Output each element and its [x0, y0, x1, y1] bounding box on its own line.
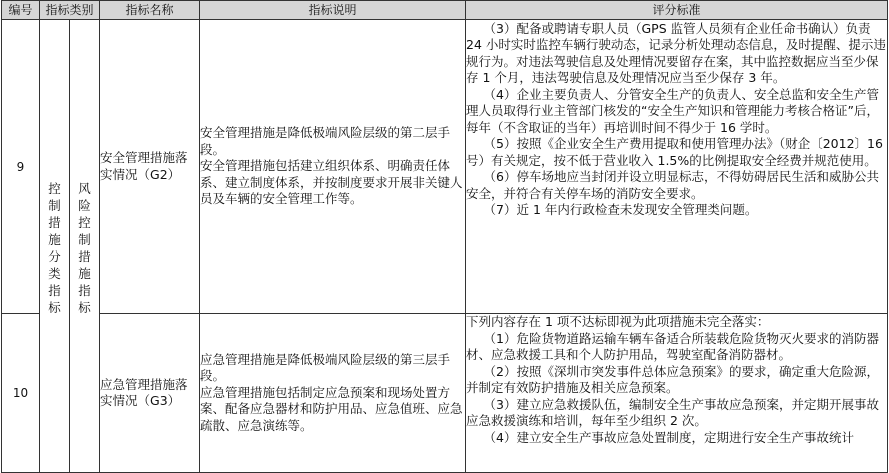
criteria-item: （7）近 1 年内行政检查未发现安全管理类问题。 — [483, 202, 758, 217]
row-number: 10 — [2, 314, 40, 473]
criteria-cell — [466, 314, 888, 473]
header-number: 编号 — [2, 1, 40, 20]
criteria-item: （4）建立安全生产事故应急处置制度，定期进行安全生产事故统计 — [483, 429, 854, 445]
header-description: 指标说明 — [200, 1, 466, 20]
criteria-item: （3）建立应急救援队伍，编制安全生产事故应急预案，并定期开展事故应急救援演练和培训，每年至少组织 2 次。 — [466, 396, 879, 428]
row-number: 9 — [2, 20, 40, 314]
criteria-item: （1）危险货物道路运输车辆车备适合所装载危险货物灭火要求的消防器材、应急救援工具和个人防护用品，驾驶室配备消防器材。 — [466, 330, 879, 362]
indicator-name: 应急管理措施落实情况（G3） — [100, 314, 200, 473]
criteria-item: （3）配备或聘请专职人员（GPS 监管人员须有企业任命书确认）负责 24 小时实时监控车辆行驶动态，记录分析处理动态信息，及时提醒、提示违规行为。对违法驾驶信息及处理情况要留存在案，其中监控数据应当至少保存 1 个月，违法驾驶信息及处理情况应当至少保存 3 年。 — [466, 20, 886, 85]
indicator-name: 安全管理措施落实情况（G2） — [100, 20, 200, 314]
table-row — [2, 20, 888, 314]
category-control-measures: 控制措施分类指标 — [40, 20, 70, 473]
header-criteria: 评分标准 — [466, 1, 888, 20]
indicator-description: 安全管理措施是降低极端风险层级的第二层手段。 安全管理措施包括建立组织体系、明确责任体系、建立制度体系，并按制度要求开展非关键人员及车辆的安全管理工作等。 — [200, 20, 466, 314]
indicator-table — [1, 0, 888, 473]
category-risk-control: 风险控制措施指标 — [70, 20, 100, 473]
criteria-item: （4）企业主要负责人、分管安全生产的负责人、安全总监和安全生产管理人员取得行业主管部门核发的“安全生产知识和管理能力考核合格证”后，每年（不含取证的当年）再培训时间不得少于 16 学时。 — [466, 86, 879, 135]
criteria-cell — [466, 20, 888, 314]
table-row — [2, 314, 888, 473]
header-category: 指标类别 — [40, 1, 100, 20]
criteria-item: （5）按照《企业安全生产费用提取和使用管理办法》（财企〔2012〕16 号）有关规定，按不低于营业收入 1.5%的比例提取安全经费并规范使用。 — [466, 136, 883, 168]
criteria-item: （2）按照《深圳市突发事件总体应急预案》的要求，确定重大危险源，并制定有效防护措施及相关应急预案。 — [466, 363, 879, 395]
criteria-intro: 下列内容存在 1 项不达标即视为此项措施未完全落实： — [466, 314, 770, 329]
indicator-description: 应急管理措施是降低极端风险层级的第三层手段。 应急管理措施包括制定应急预案和现场处置方案、配备应急器材和防护用品、应急值班、应急疏散、应急演练等。 — [200, 314, 466, 473]
table-header-row — [2, 1, 888, 20]
criteria-item: （6）停车场地应当封闭并设立明显标志，不得妨碍居民生活和威胁公共安全，并符合有关停车场的消防安全要求。 — [466, 169, 879, 201]
header-name: 指标名称 — [100, 1, 200, 20]
